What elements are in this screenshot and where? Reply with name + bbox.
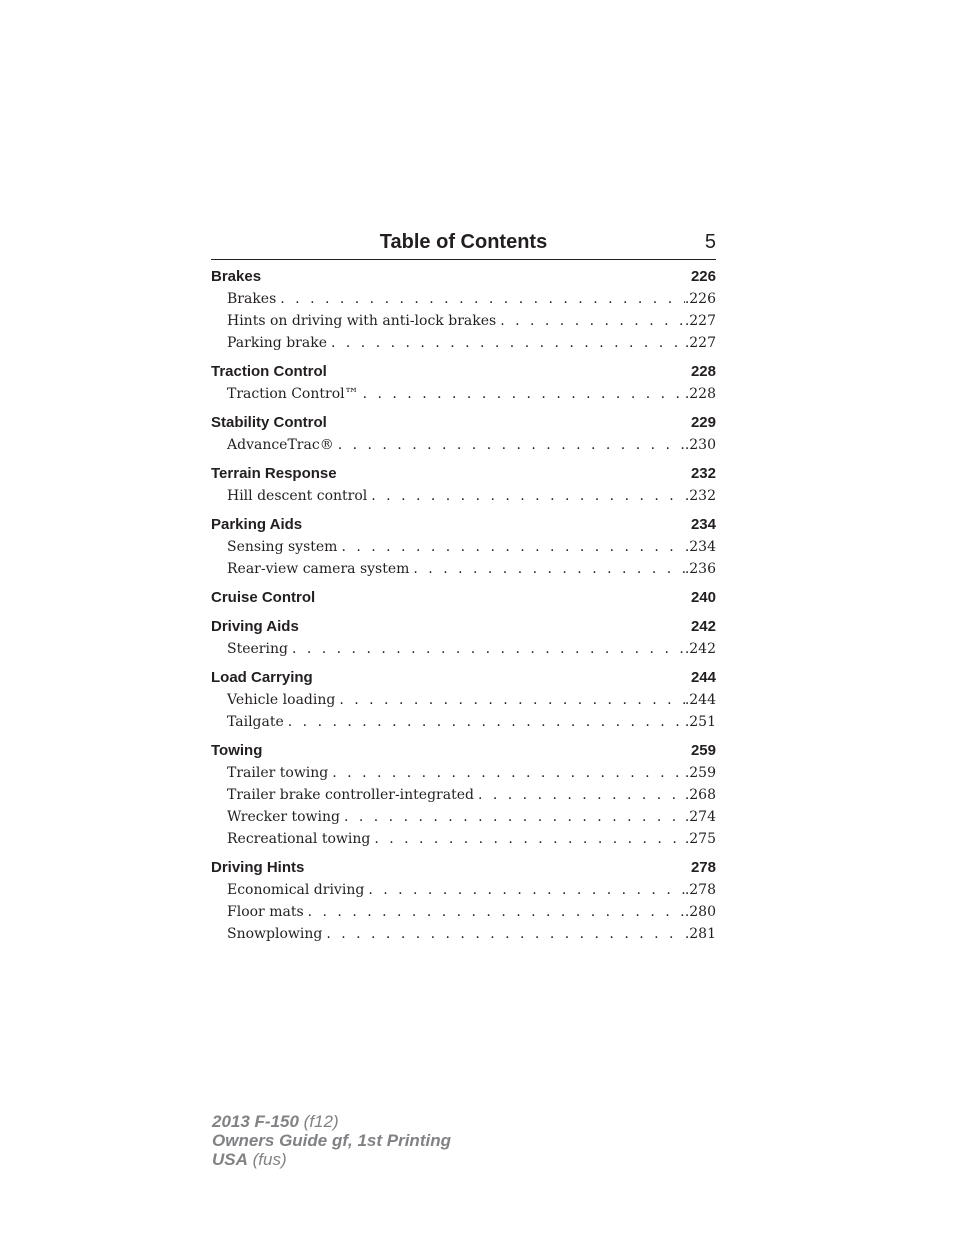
toc-section-title: Towing	[211, 742, 263, 759]
toc-section	[211, 412, 716, 456]
toc-section-page: 229	[690, 414, 716, 431]
dot-leader	[328, 762, 685, 784]
toc-section	[211, 587, 716, 609]
toc-entry	[211, 711, 716, 733]
dot-leader	[359, 383, 685, 405]
toc-entry-page: .234	[684, 539, 716, 555]
toc-section-page: 226	[690, 268, 716, 285]
page-title: Table of Contents	[379, 231, 548, 253]
toc-section-page: 259	[690, 742, 716, 759]
toc-section-page: 242	[690, 618, 716, 635]
toc-entry-title: AdvanceTrac®	[227, 437, 334, 453]
toc-section-title: Cruise Control	[211, 589, 316, 606]
toc-entry-page: .226	[684, 291, 716, 307]
toc-section	[211, 857, 716, 945]
dot-leader	[474, 784, 685, 806]
toc-entry	[211, 434, 716, 456]
toc-entry	[211, 485, 716, 507]
footer-market-code: (fus)	[247, 1150, 287, 1169]
toc-entry	[211, 689, 716, 711]
toc-entry-title: Recreational towing	[227, 831, 371, 847]
toc-entry	[211, 784, 716, 806]
dot-leader	[288, 638, 685, 660]
table-of-contents	[211, 266, 716, 952]
toc-section-page: 240	[690, 589, 716, 606]
toc-entry	[211, 762, 716, 784]
footer-line-2: Owners Guide gf, 1st Printing	[212, 1131, 451, 1150]
dot-leader	[409, 558, 684, 580]
toc-entry	[211, 536, 716, 558]
toc-entry-title: Tailgate	[227, 714, 284, 730]
toc-section	[211, 616, 716, 660]
footer	[212, 1112, 451, 1169]
toc-entry-page: .259	[684, 765, 716, 781]
dot-leader	[322, 923, 685, 945]
toc-section-title: Traction Control	[211, 363, 327, 380]
toc-entry-title: Wrecker towing	[227, 809, 340, 825]
toc-section-heading	[211, 361, 716, 383]
toc-section-title: Driving Hints	[211, 859, 305, 876]
dot-leader	[276, 288, 685, 310]
toc-section-heading	[211, 514, 716, 536]
page-header	[211, 229, 716, 260]
toc-section-title: Brakes	[211, 268, 262, 285]
dot-leader	[367, 485, 685, 507]
footer-market: USA	[212, 1150, 248, 1169]
toc-entry-page: .268	[684, 787, 716, 803]
dot-leader	[284, 711, 685, 733]
toc-entry-page: .251	[684, 714, 716, 730]
toc-section-title: Load Carrying	[211, 669, 313, 686]
toc-entry	[211, 310, 716, 332]
toc-entry	[211, 558, 716, 580]
toc-entry-title: Parking brake	[227, 335, 327, 351]
toc-entry-title: Economical driving	[227, 882, 365, 898]
toc-section	[211, 667, 716, 733]
toc-entry-title: Steering	[227, 641, 288, 657]
toc-section-heading	[211, 266, 716, 288]
toc-section-page: 232	[690, 465, 716, 482]
page-number: 5	[704, 231, 716, 253]
toc-section-heading	[211, 857, 716, 879]
toc-entry-title: Floor mats	[227, 904, 304, 920]
toc-entry-page: .228	[684, 386, 716, 402]
dot-leader	[364, 879, 685, 901]
toc-entry-page: .227	[684, 313, 716, 329]
dot-leader	[496, 310, 685, 332]
toc-section-heading	[211, 463, 716, 485]
dot-leader	[334, 434, 685, 456]
dot-leader	[370, 828, 685, 850]
footer-line-1	[212, 1112, 451, 1131]
toc-entry-page: .244	[684, 692, 716, 708]
toc-section	[211, 463, 716, 507]
toc-entry-page: .275	[684, 831, 716, 847]
toc-section	[211, 361, 716, 405]
toc-entry	[211, 923, 716, 945]
footer-model: 2013 F-150	[212, 1112, 299, 1131]
toc-section-page: 228	[690, 363, 716, 380]
toc-entry-page: .278	[684, 882, 716, 898]
toc-entry-page: .227	[684, 335, 716, 351]
dot-leader	[327, 332, 685, 354]
toc-entry-page: .232	[684, 488, 716, 504]
toc-section	[211, 514, 716, 580]
toc-section-heading	[211, 740, 716, 762]
toc-section	[211, 740, 716, 850]
toc-section-heading	[211, 412, 716, 434]
footer-line-3	[212, 1150, 451, 1169]
toc-entry-title: Sensing system	[227, 539, 338, 555]
dot-leader	[337, 536, 684, 558]
toc-entry	[211, 288, 716, 310]
toc-entry	[211, 828, 716, 850]
dot-leader	[335, 689, 684, 711]
toc-entry-title: Trailer brake controller-integrated	[227, 787, 474, 803]
toc-entry	[211, 638, 716, 660]
toc-entry-title: Brakes	[227, 291, 277, 307]
toc-entry-title: Vehicle loading	[227, 692, 336, 708]
toc-entry	[211, 806, 716, 828]
toc-section	[211, 266, 716, 354]
toc-section-page: 234	[690, 516, 716, 533]
dot-leader	[340, 806, 685, 828]
toc-entry-page: .280	[684, 904, 716, 920]
toc-entry-page: .230	[684, 437, 716, 453]
toc-entry	[211, 332, 716, 354]
toc-section-title: Terrain Response	[211, 465, 337, 482]
toc-entry-title: Hill descent control	[227, 488, 368, 504]
toc-entry-title: Traction Control™	[227, 386, 359, 402]
toc-section-heading	[211, 616, 716, 638]
toc-section-heading	[211, 667, 716, 689]
toc-section-title: Parking Aids	[211, 516, 303, 533]
toc-entry-title: Rear-view camera system	[227, 561, 410, 577]
toc-entry	[211, 879, 716, 901]
footer-model-code: (f12)	[298, 1112, 339, 1131]
toc-entry-title: Trailer towing	[227, 765, 329, 781]
toc-section-title: Driving Aids	[211, 618, 299, 635]
toc-entry-page: .281	[684, 926, 716, 942]
toc-entry-title: Snowplowing	[227, 926, 323, 942]
toc-entry-page: .236	[684, 561, 716, 577]
toc-section-page: 244	[690, 669, 716, 686]
dot-leader	[304, 901, 685, 923]
toc-entry-page: .242	[684, 641, 716, 657]
toc-section-title: Stability Control	[211, 414, 327, 431]
toc-section-page: 278	[690, 859, 716, 876]
toc-section-heading	[211, 587, 716, 609]
toc-entry	[211, 383, 716, 405]
toc-entry-title: Hints on driving with anti-lock brakes	[227, 313, 497, 329]
toc-entry-page: .274	[684, 809, 716, 825]
toc-entry	[211, 901, 716, 923]
